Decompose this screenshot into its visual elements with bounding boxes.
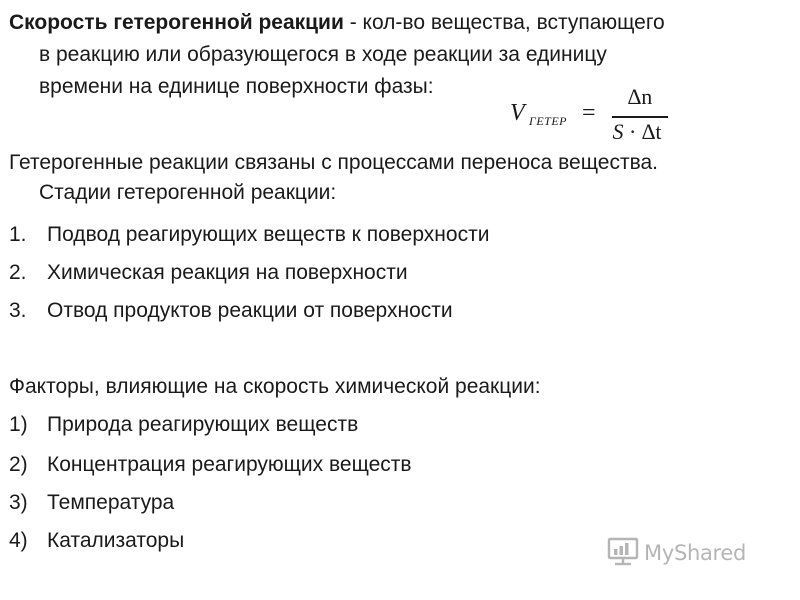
list-marker: 3. bbox=[9, 299, 27, 322]
factor-text: Температура bbox=[47, 491, 175, 514]
factor-item bbox=[9, 410, 358, 440]
formula-equals: = bbox=[582, 100, 596, 126]
factor-text: Концентрация реагирующих веществ bbox=[47, 453, 412, 476]
hetero-paragraph bbox=[9, 148, 658, 208]
list-marker: 1. bbox=[9, 223, 27, 246]
stage-item bbox=[9, 258, 408, 288]
definition-term: Скорость гетерогенной реакции bbox=[9, 11, 344, 34]
list-marker: 3) bbox=[9, 491, 28, 514]
definition-text-line3: времени на единице поверхности фазы: bbox=[39, 75, 434, 98]
hetero-line1: Гетерогенные реакции связаны с процессами переноса вещества. bbox=[9, 151, 659, 174]
stage-text: Отвод продуктов реакции от поверхности bbox=[47, 299, 453, 322]
factor-text: Катализаторы bbox=[47, 529, 185, 552]
definition-paragraph bbox=[9, 7, 789, 103]
fraction-bar bbox=[612, 116, 668, 118]
stage-item bbox=[9, 220, 489, 250]
formula-subscript: ГЕТЕР bbox=[529, 114, 567, 128]
presentation-board-icon bbox=[606, 536, 644, 571]
hetero-line2: Стадии гетерогенной реакции: bbox=[39, 181, 337, 204]
list-marker: 2) bbox=[9, 453, 28, 476]
factor-text: Природа реагирующих веществ bbox=[47, 413, 359, 436]
formula-numerator: ∆n bbox=[627, 84, 653, 109]
stage-item bbox=[9, 296, 453, 326]
stage-text: Химическая реакция на поверхности bbox=[47, 261, 408, 284]
list-marker: 2. bbox=[9, 261, 27, 284]
stage-text: Подвод реагирующих веществ к поверхности bbox=[47, 223, 490, 246]
formula-denominator-rest: · ∆t bbox=[623, 119, 662, 144]
list-marker: 4) bbox=[9, 529, 28, 552]
watermark-brand: MyShared bbox=[644, 541, 747, 565]
myshared-watermark[interactable] bbox=[606, 536, 746, 570]
factor-item bbox=[9, 488, 174, 518]
rate-formula bbox=[510, 86, 670, 146]
definition-text-line1: - кол-во вещества, вступающего bbox=[343, 11, 665, 34]
definition-text-line2: в реакцию или образующегося в ходе реакции за единицу bbox=[39, 43, 607, 66]
formula-denominator bbox=[602, 119, 672, 145]
formula-denominator-s: S bbox=[612, 119, 624, 144]
factor-item bbox=[9, 526, 184, 556]
formula-symbol: V bbox=[510, 100, 525, 126]
factors-heading: Факторы, влияющие на скорость химической реакции: bbox=[9, 375, 541, 398]
list-marker: 1) bbox=[9, 413, 28, 436]
factor-item bbox=[9, 450, 412, 480]
